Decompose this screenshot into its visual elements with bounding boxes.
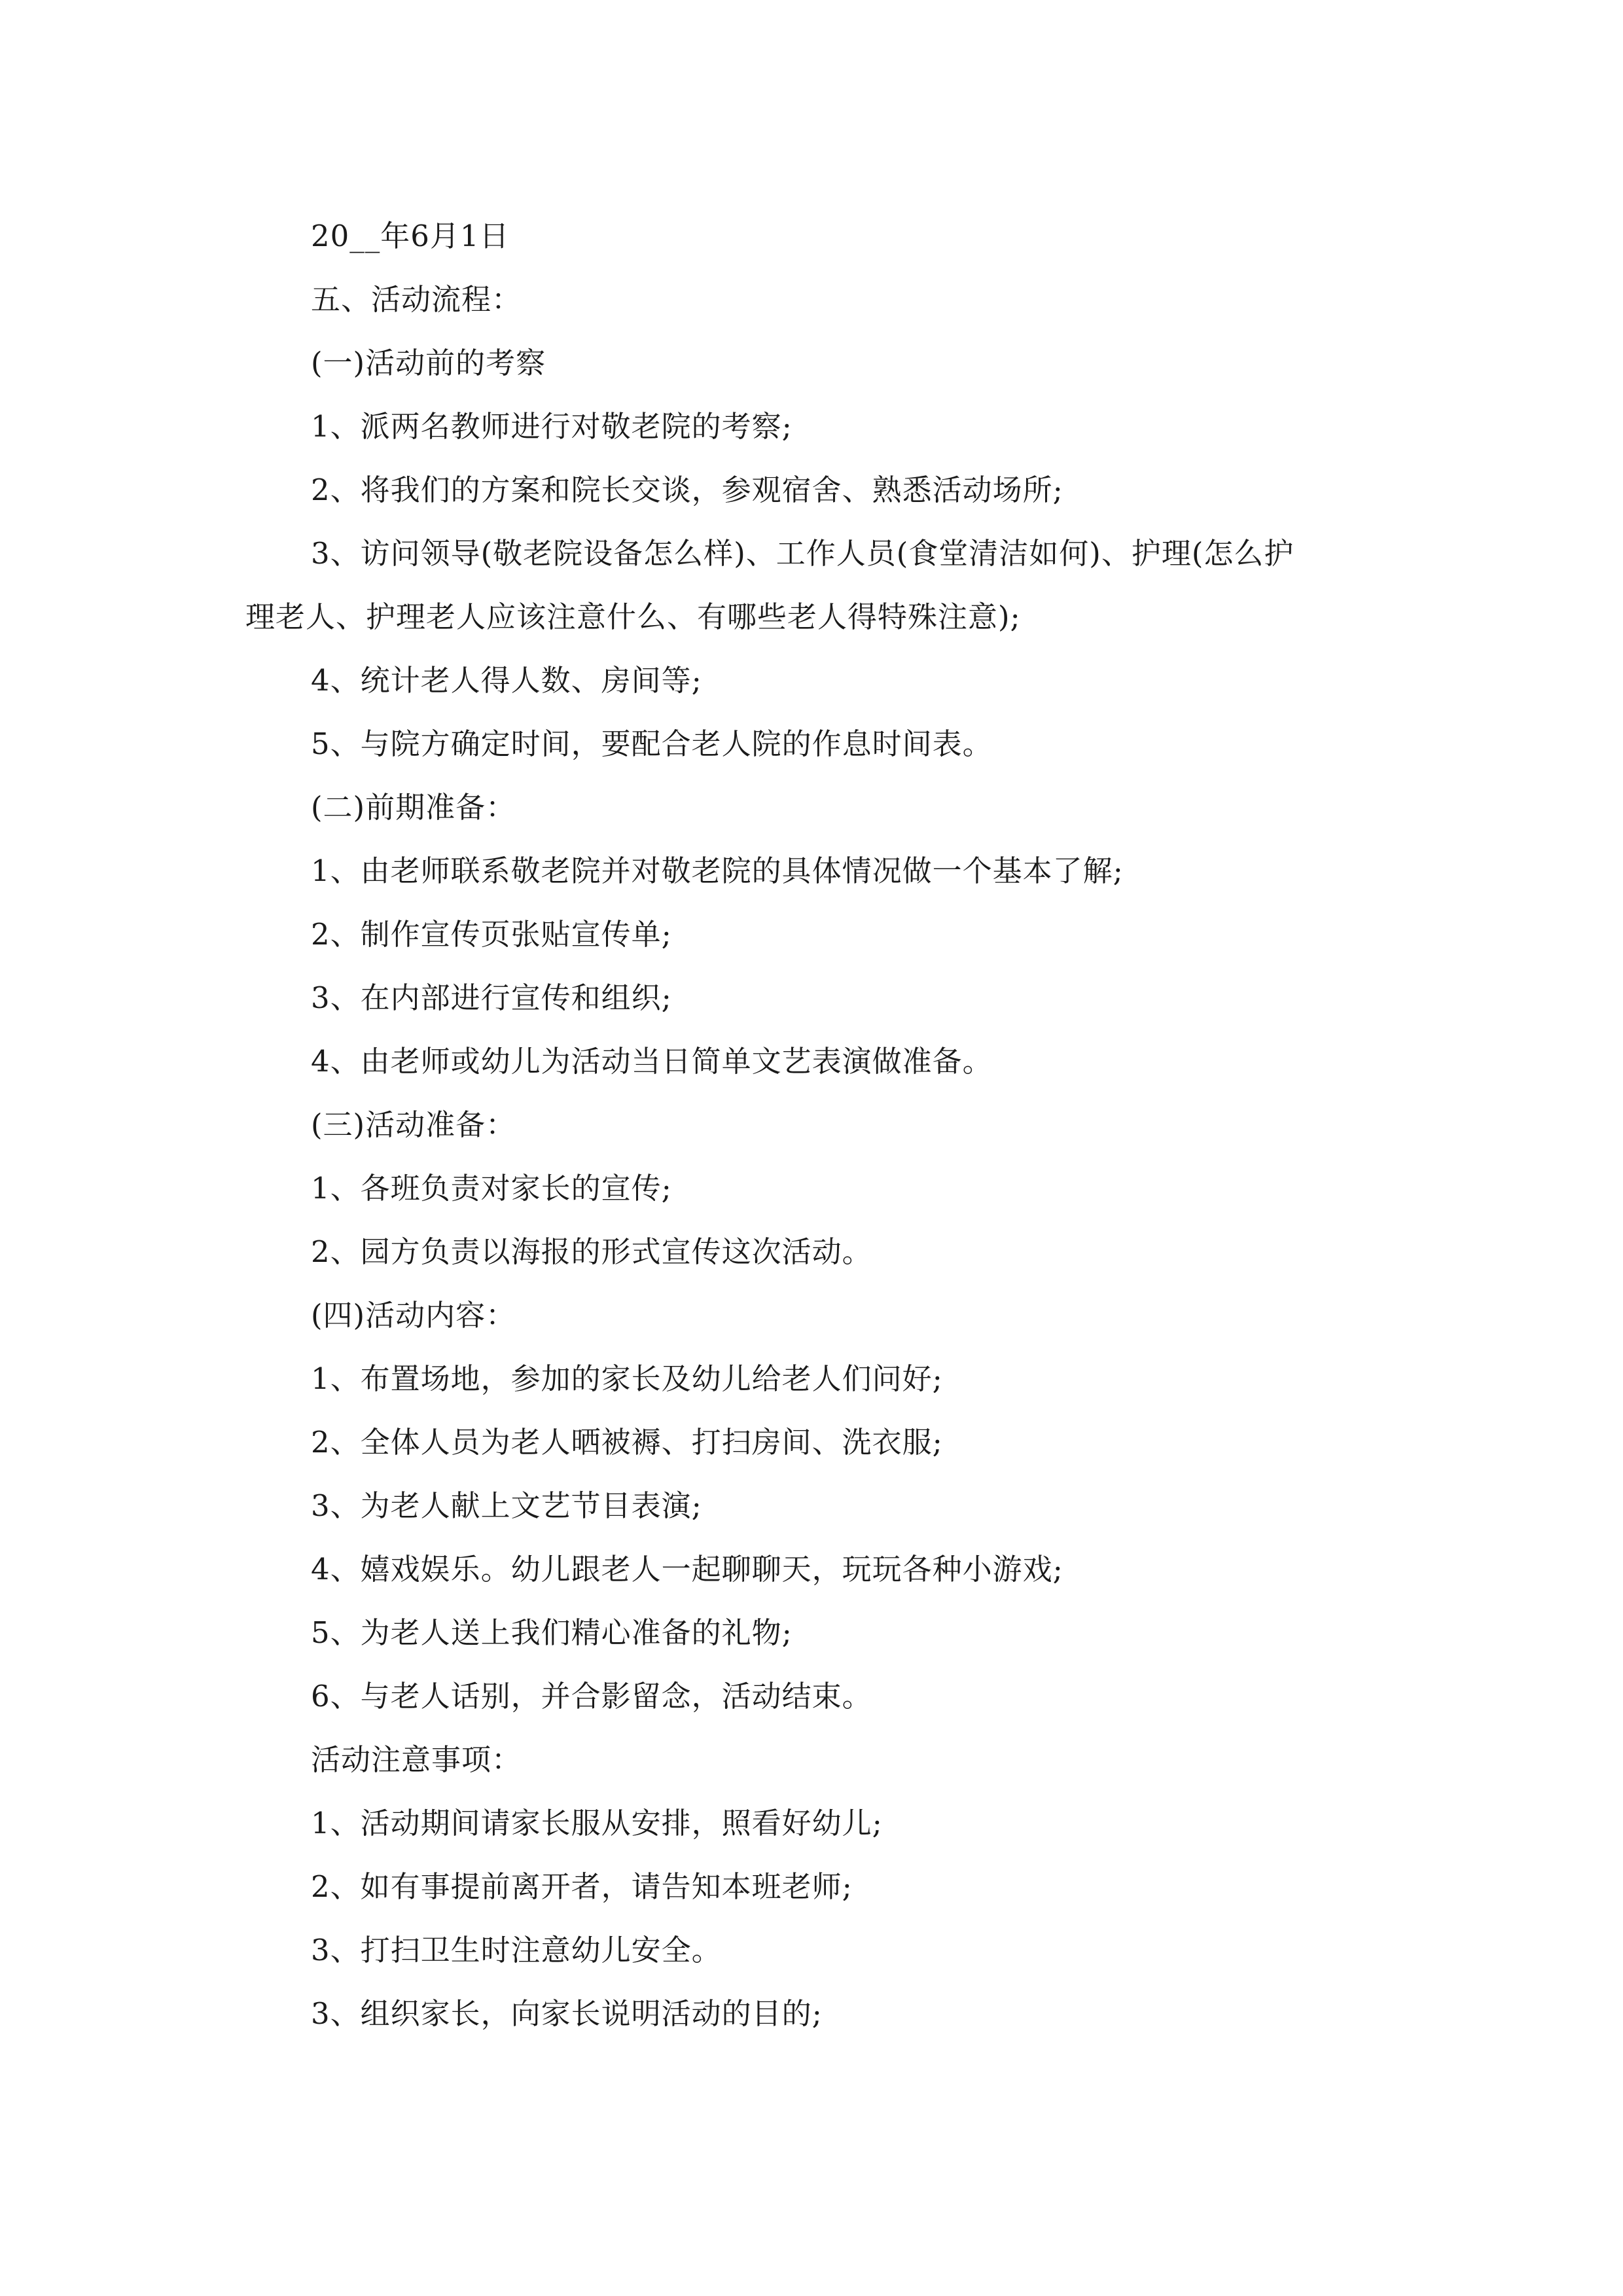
list-item: 1、由老师联系敬老院并对敬老院的具体情况做一个基本了解; xyxy=(311,853,1124,888)
section-heading: 五、活动流程： xyxy=(311,282,522,317)
list-item: 3、打扫卫生时注意幼儿安全。 xyxy=(311,1933,722,1967)
list-item: 6、与老人话别，并合影留念，活动结束。 xyxy=(311,1679,872,1713)
list-item: 1、各班负责对家长的宣传; xyxy=(311,1171,672,1206)
list-item: 4、由老师或幼儿为活动当日简单文艺表演做准备。 xyxy=(311,1044,993,1079)
list-item: 1、活动期间请家长服从安排，照看好幼儿; xyxy=(311,1806,883,1840)
text-line: 20__年6月1日 xyxy=(311,219,510,253)
subsection-heading: (四)活动内容： xyxy=(311,1298,516,1333)
subsection-heading: (三)活动准备： xyxy=(311,1107,516,1142)
list-item: 5、为老人送上我们精心准备的礼物; xyxy=(311,1615,793,1650)
list-item: 4、统计老人得人数、房间等; xyxy=(311,663,702,698)
list-item: 3、访问领导(敬老院设备怎么样)、工作人员(食堂清洁如何)、护理(怎么护 xyxy=(311,536,1294,571)
list-item: 3、在内部进行宣传和组织; xyxy=(311,980,672,1015)
document-body xyxy=(245,204,1384,2045)
list-item: 1、布置场地，参加的家长及幼儿给老人们问好; xyxy=(311,1361,943,1396)
subsection-heading: (二)前期准备： xyxy=(311,790,516,825)
list-item: 2、如有事提前离开者，请告知本班老师; xyxy=(311,1869,853,1904)
list-item: 4、嬉戏娱乐。幼儿跟老人一起聊聊天，玩玩各种小游戏; xyxy=(311,1552,1063,1587)
list-item: 5、与院方确定时间，要配合老人院的作息时间表。 xyxy=(311,726,993,761)
list-item-continuation: 理老人、护理老人应该注意什么、有哪些老人得特殊注意); xyxy=(245,600,1021,634)
list-item: 2、制作宣传页张贴宣传单; xyxy=(311,917,672,952)
subsection-heading: (一)活动前的考察 xyxy=(311,346,546,380)
section-heading: 活动注意事项： xyxy=(311,1742,522,1777)
list-item: 1、派两名教师进行对敬老院的考察; xyxy=(311,409,793,444)
list-item: 2、园方负责以海报的形式宣传这次活动。 xyxy=(311,1234,872,1269)
list-item: 3、组织家长，向家长说明活动的目的; xyxy=(311,1996,823,2031)
list-item: 3、为老人献上文艺节目表演; xyxy=(311,1488,702,1523)
list-item: 2、全体人员为老人晒被褥、打扫房间、洗衣服; xyxy=(311,1425,943,1460)
list-item: 2、将我们的方案和院长交谈，参观宿舍、熟悉活动场所; xyxy=(311,473,1063,507)
